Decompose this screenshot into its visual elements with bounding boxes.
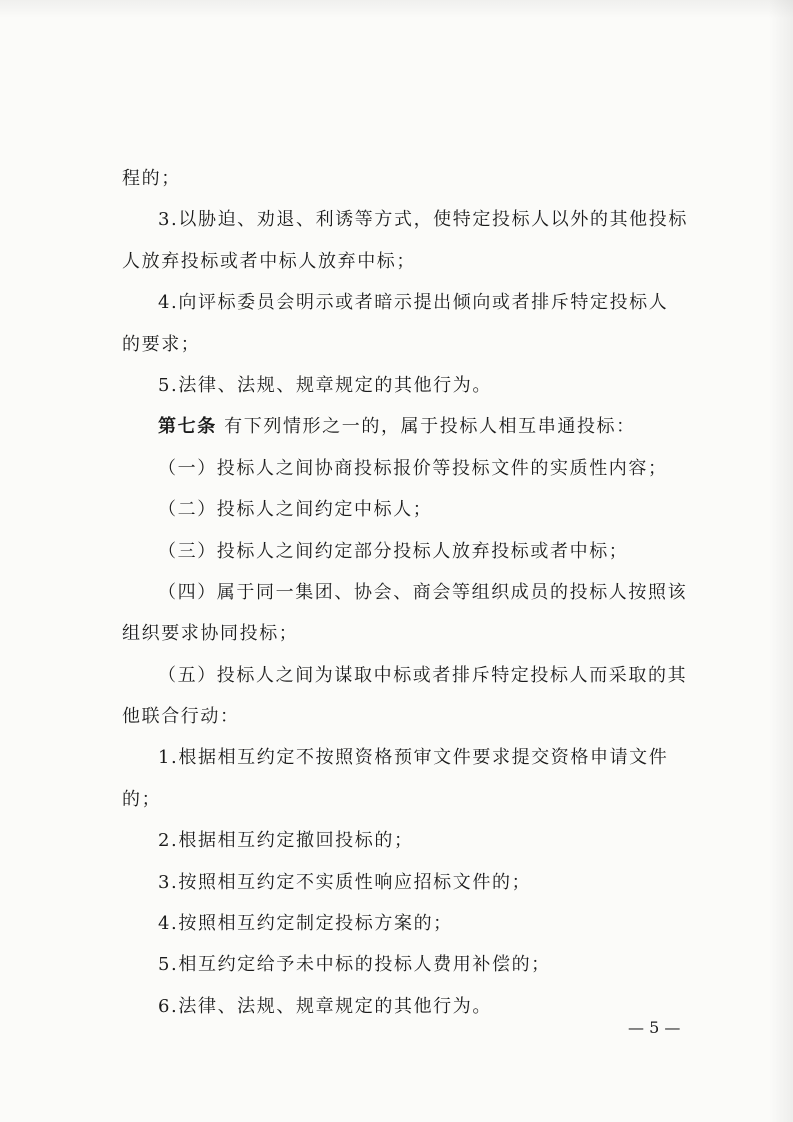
paragraph-line: 2.根据相互约定撤回投标的； [158,830,414,852]
paragraph-line: 6.法律、法规、规章规定的其他行为。 [158,995,492,1017]
paragraph-line: （二）投标人之间约定中标人； [158,499,433,521]
article-text: 有下列情形之一的，属于投标人相互串通投标： [224,416,636,438]
paragraph-line: 的； [122,788,162,810]
paragraph-line: （四）属于同一集团、协会、商会等组织成员的投标人按照该 [158,581,688,603]
paragraph-line: （三）投标人之间约定部分投标人放弃投标或者中标； [158,540,629,562]
paragraph-line: 人放弃投标或者中标人放弃中标； [122,250,416,272]
paragraph-line: 组织要求协同投标； [122,623,299,645]
article-label: 第七条 [158,416,217,438]
paragraph-line: （一）投标人之间协商投标报价等投标文件的实质性内容； [158,457,668,479]
paragraph-line: 3.按照相互约定不实质性响应招标文件的； [158,871,532,893]
paragraph-line: 程的； [122,168,181,189]
scan-shadow-top [0,0,793,18]
paragraph-line: 4.按照相互约定制定投标方案的； [158,913,453,935]
paragraph-line: 1.根据相互约定不按照资格预审文件要求提交资格申请文件 [158,747,669,769]
paragraph-line: 5.相互约定给予未中标的投标人费用补偿的； [158,954,551,976]
paragraph-line: 5.法律、法规、规章规定的其他行为。 [158,374,492,396]
article-heading-line [122,406,682,447]
scan-shadow-right [769,0,793,1122]
paragraph-line: 3.以胁迫、劝退、利诱等方式，使特定投标人以外的其他投标 [158,209,688,231]
paragraph-line: （五）投标人之间为谋取中标或者排斥特定投标人而采取的其 [158,664,688,686]
page-number: — 5 — [628,1018,681,1037]
paragraph-line: 4.向评标委员会明示或者暗示提出倾向或者排斥特定投标人 [158,292,669,314]
document-body [122,158,688,1027]
paragraph-line: 他联合行动： [122,706,240,728]
paragraph-line: 的要求； [122,333,201,355]
